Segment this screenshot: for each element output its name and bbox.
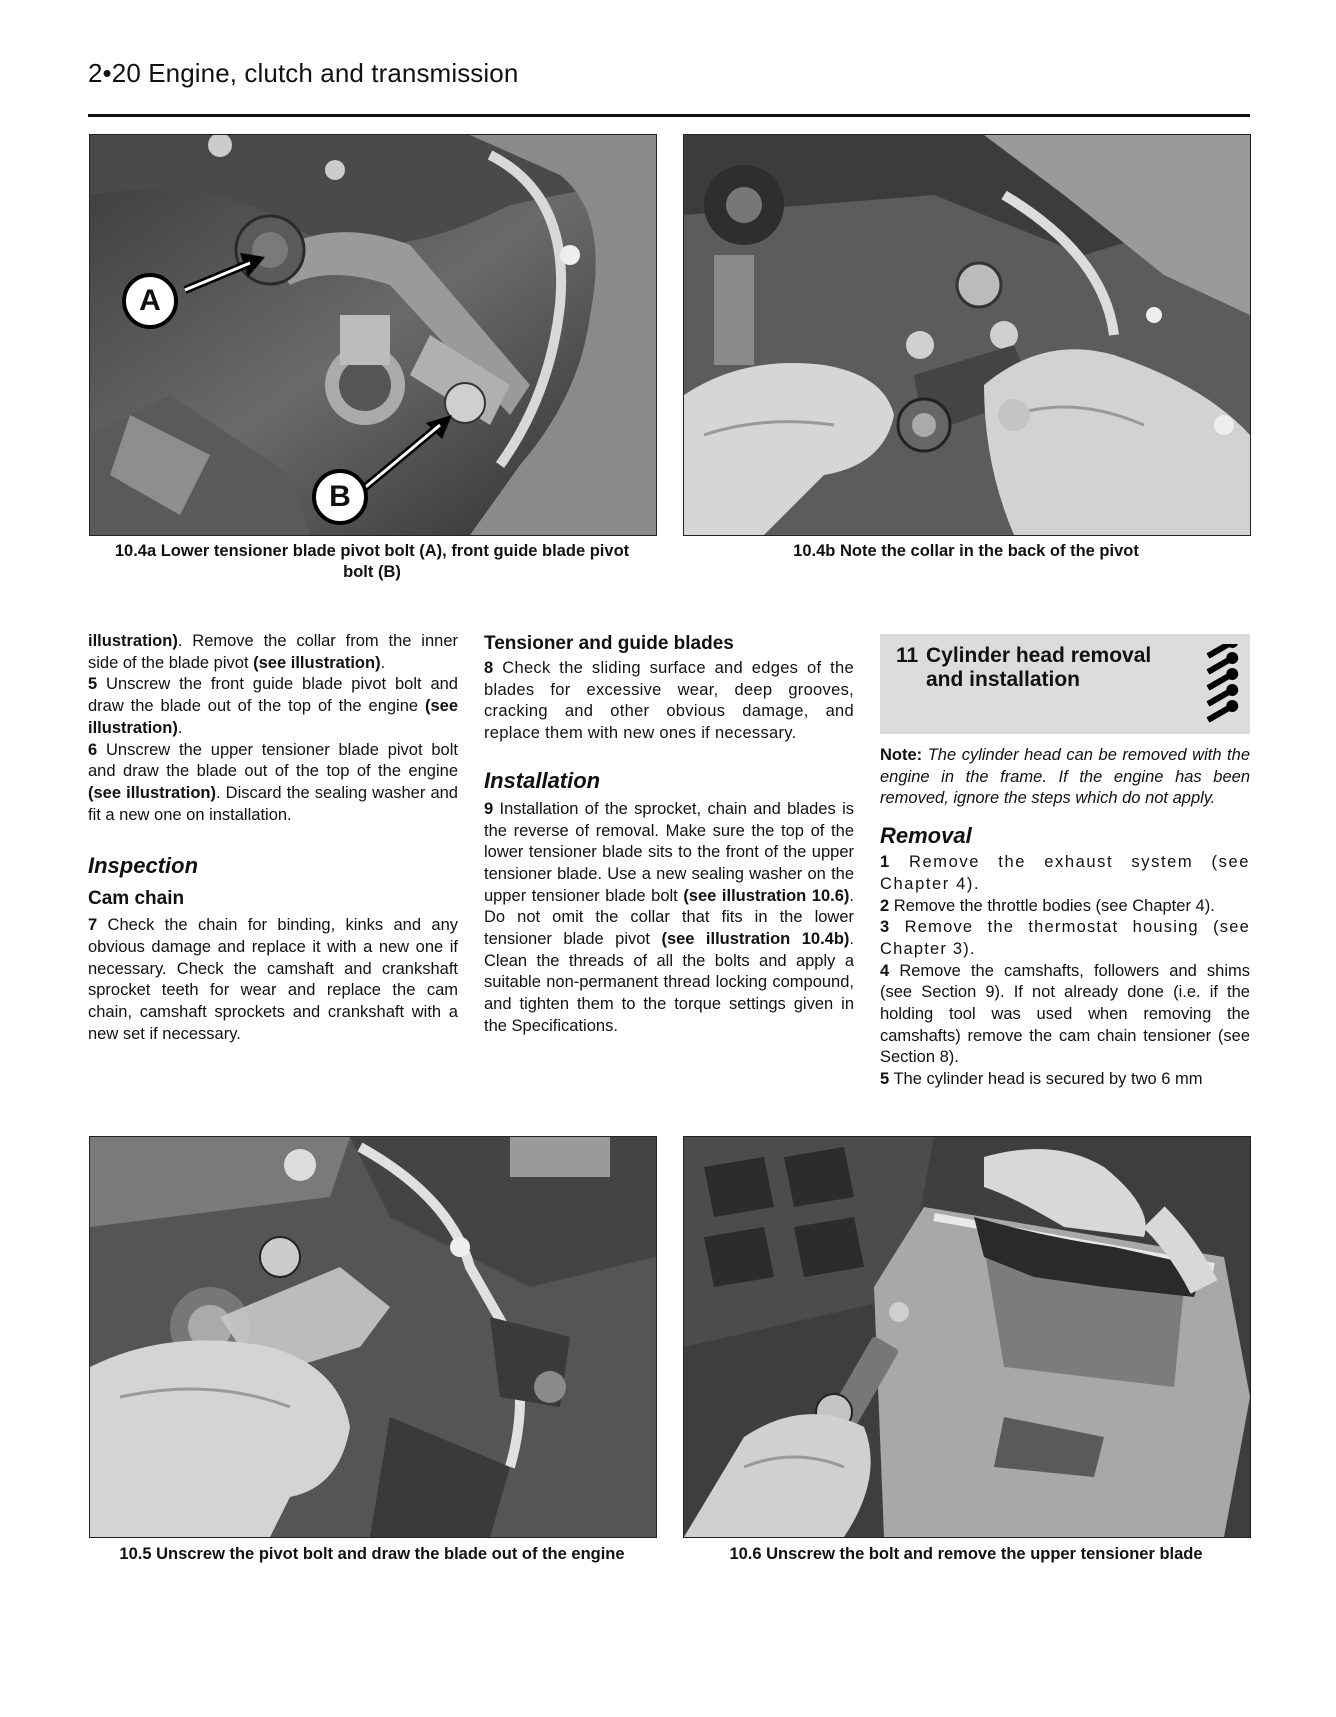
step-4: 4 Remove the camshafts, followers and shims (see Section 9). If not already done (i.e. if the holding tool was used when removing the camshafts) remove the cam chain tensioner (see Section 8). [880,961,1250,1067]
caption-10-4a [89,541,655,583]
section-title [896,644,1186,692]
para-6: 6 Unscrew the upper tensioner blade pivot bolt and draw the blade out of the top of the engine (see illustration). Discard the sealing washer and fit a new one on installation. [88,740,458,824]
heading-removal: Removal [880,823,972,849]
caption-10-6: 10.6 Unscrew the bolt and remove the upper tensioner blade [729,1545,1203,1563]
step-1: 1 Remove the exhaust system (see Chapter 4). [880,853,1250,893]
photo-10-5 [89,1136,657,1538]
photo-10-4b [683,134,1251,536]
para-continued: illustration). Remove the collar from the inner side of the blade pivot (see illustration). [88,632,458,672]
page-header: 2•20 Engine, clutch and transmission [88,58,519,88]
photo-10-4a [89,134,657,536]
callout-b-badge [312,469,368,525]
column-3 [880,745,1250,1091]
step-3: 3 Remove the thermostat housing (see Chapter 3). [880,918,1250,958]
heading-installation: Installation [484,767,601,793]
photo-10-6 [683,1136,1251,1538]
section-note: Note: The cylinder head can be removed with the engine in the frame. If the engine has been removed, ignore the steps which do not apply. [880,746,1250,808]
heading-tensioner-guide-blades: Tensioner and guide blades [484,633,734,654]
heading-cam-chain: Cam chain [88,888,185,910]
callout-b-label: B [329,480,351,513]
callout-a-badge [122,273,178,329]
para-7: 7 Check the chain for binding, kinks and any obvious damage and replace it with a new one if necessary. Check the camshaft and crankshaft sprocket teeth for wear and replace the cam chain, camshaft sprockets and crankshaft with a new set if necessary. [88,916,458,1043]
section-number: 11 [896,644,919,667]
column-1 [88,631,458,1046]
header-rule [88,114,1250,117]
para-5: 5 Unscrew the front guide blade pivot bolt and draw the blade out of the top of the engine (see illustration). [88,675,458,737]
heading-inspection: Inspection [88,853,199,879]
para-8: 8 Check the sliding surface and edges of the blades for excessive wear, deep grooves, cracking and other obvious damage, and replace them with new ones if necessary. [484,659,854,743]
caption-10-5: 10.5 Unscrew the pivot bolt and draw the blade out of the engine [119,1545,625,1563]
callout-a-label: A [139,284,161,317]
caption-10-4b: 10.4b Note the collar in the back of the pivot [793,542,1139,560]
step-2: 2 Remove the throttle bodies (see Chapter 4). [880,896,1215,915]
para-9: 9 Installation of the sprocket, chain and blades is the reverse of removal. Make sure the top of the lower tensioner blade sits to the front of the upper tensioner blade. Use a new sealing washer on the upper tensioner blade bolt (see illustration 10.6). Do not omit the collar that fits in the lower tensioner blade pivot (see illustration 10.4b). Clean the threads of all the bolts and apply a suitable non-permanent thread locking compound, and tighten them to the torque settings given in the Specifications. [484,799,855,1035]
difficulty-wrench-icon [1204,644,1240,728]
step-5: 5 The cylinder head is secured by two 6 mm [880,1070,1203,1089]
section-title-text: Cylinder head removal and installation [926,644,1152,691]
section-11-header [880,634,1250,734]
caption-10-4a-line2: bolt (B) [343,563,401,581]
column-2 [484,631,854,1038]
caption-10-4a-line1: 10.4a Lower tensioner blade pivot bolt (A), front guide blade pivot [114,542,630,560]
